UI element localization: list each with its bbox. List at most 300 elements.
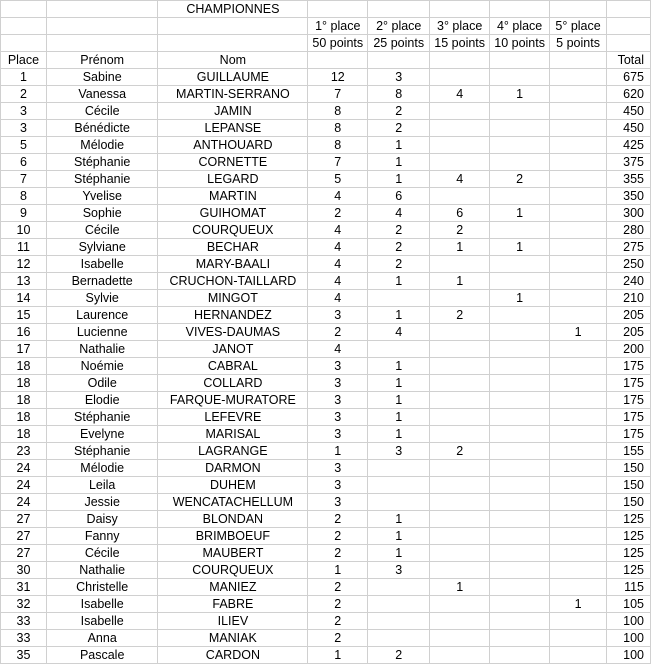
- cell-place1: 3: [308, 392, 368, 409]
- cell-place4: [490, 69, 550, 86]
- cell-place2: 3: [368, 69, 430, 86]
- cell-place4: [490, 188, 550, 205]
- table-row: [1, 528, 651, 545]
- cell-place2: 1: [368, 358, 430, 375]
- cell-place5: [550, 528, 607, 545]
- cell-place3: [430, 120, 490, 137]
- cell-place: 33: [1, 630, 47, 647]
- cell-place4: [490, 307, 550, 324]
- cell-place1: 3: [308, 494, 368, 511]
- cell-place: 11: [1, 239, 47, 256]
- cell-place1: 5: [308, 171, 368, 188]
- table-row: [1, 460, 651, 477]
- cell-place5: [550, 290, 607, 307]
- cell-place4: [490, 256, 550, 273]
- cell-total: 675: [607, 69, 651, 86]
- cell-total: 355: [607, 171, 651, 188]
- cell-place2: 1: [368, 171, 430, 188]
- cell-total: 280: [607, 222, 651, 239]
- cell-place3: 1: [430, 239, 490, 256]
- cell-nom: CARDON: [158, 647, 308, 664]
- cell-place1: 2: [308, 596, 368, 613]
- cell-place: 18: [1, 426, 47, 443]
- cell-total: 150: [607, 494, 651, 511]
- cell-place2: 1: [368, 375, 430, 392]
- table-row: [1, 137, 651, 154]
- cell-prenom: Isabelle: [46, 256, 158, 273]
- cell-nom: JANOT: [158, 341, 308, 358]
- cell-place5: [550, 103, 607, 120]
- cell-total: 375: [607, 154, 651, 171]
- cell-place3: [430, 426, 490, 443]
- cell-place1: 2: [308, 545, 368, 562]
- cell-total: 105: [607, 596, 651, 613]
- header-points-4: 10 points: [490, 35, 550, 52]
- cell-prenom: Stéphanie: [46, 409, 158, 426]
- cell-place3: [430, 154, 490, 171]
- cell-place3: [430, 188, 490, 205]
- cell-total: 425: [607, 137, 651, 154]
- cell-place5: [550, 613, 607, 630]
- cell-place4: [490, 528, 550, 545]
- cell-prenom: Mélodie: [46, 137, 158, 154]
- cell-place4: [490, 392, 550, 409]
- cell-nom: FABRE: [158, 596, 308, 613]
- header-points-2: 25 points: [368, 35, 430, 52]
- cell-place4: [490, 647, 550, 664]
- cell-place5: [550, 579, 607, 596]
- cell-total: 175: [607, 409, 651, 426]
- cell-place2: 1: [368, 511, 430, 528]
- cell-place1: 3: [308, 460, 368, 477]
- cell-place5: [550, 358, 607, 375]
- cell-place1: 8: [308, 120, 368, 137]
- cell-place2: 1: [368, 273, 430, 290]
- cell-total: 620: [607, 86, 651, 103]
- cell-nom: LAGRANGE: [158, 443, 308, 460]
- cell-place5: [550, 375, 607, 392]
- points-header-row: [1, 35, 651, 52]
- cell-place5: [550, 409, 607, 426]
- cell-place5: [550, 307, 607, 324]
- cell-prenom: Cécile: [46, 222, 158, 239]
- cell-place1: 4: [308, 239, 368, 256]
- cell-total: 175: [607, 426, 651, 443]
- cell-prenom: Laurence: [46, 307, 158, 324]
- cell-prenom: Nathalie: [46, 341, 158, 358]
- table-row: [1, 290, 651, 307]
- cell-place5: [550, 630, 607, 647]
- cell-place4: [490, 375, 550, 392]
- cell-total: 125: [607, 511, 651, 528]
- cell-place2: 2: [368, 647, 430, 664]
- cell-nom: LEPANSE: [158, 120, 308, 137]
- cell-place3: [430, 477, 490, 494]
- cell-nom: FARQUE-MURATORE: [158, 392, 308, 409]
- table-row: [1, 205, 651, 222]
- cell-place1: 3: [308, 358, 368, 375]
- cell-place2: 1: [368, 409, 430, 426]
- cell-nom: MARISAL: [158, 426, 308, 443]
- cell-place2: 1: [368, 307, 430, 324]
- table-row: [1, 103, 651, 120]
- header-place-3: 3° place: [430, 18, 490, 35]
- cell-nom: GUILLAUME: [158, 69, 308, 86]
- cell-place1: 3: [308, 426, 368, 443]
- cell-prenom: Vanessa: [46, 86, 158, 103]
- cell-place2: 1: [368, 528, 430, 545]
- cell-place3: 6: [430, 205, 490, 222]
- cell-place2: 8: [368, 86, 430, 103]
- cell-place: 10: [1, 222, 47, 239]
- table-row: [1, 494, 651, 511]
- cell-nom: BLONDAN: [158, 511, 308, 528]
- header-points-3: 15 points: [430, 35, 490, 52]
- cell-place4: [490, 579, 550, 596]
- cell-total: 100: [607, 647, 651, 664]
- table-row: [1, 307, 651, 324]
- header-prenom: Prénom: [46, 52, 158, 69]
- cell-prenom: Sophie: [46, 205, 158, 222]
- cell-nom: CORNETTE: [158, 154, 308, 171]
- place-header-row: [1, 18, 651, 35]
- header-place-5: 5° place: [550, 18, 607, 35]
- cell-place: 3: [1, 120, 47, 137]
- cell-place4: [490, 613, 550, 630]
- cell-place5: [550, 426, 607, 443]
- cell-place: 30: [1, 562, 47, 579]
- sheet-title: CHAMPIONNES: [158, 1, 308, 18]
- cell-prenom: Jessie: [46, 494, 158, 511]
- cell-place2: 1: [368, 137, 430, 154]
- cell-prenom: Nathalie: [46, 562, 158, 579]
- cell-total: 350: [607, 188, 651, 205]
- cell-total: 275: [607, 239, 651, 256]
- header-place: Place: [1, 52, 47, 69]
- cell-place: 5: [1, 137, 47, 154]
- header-points-5: 5 points: [550, 35, 607, 52]
- cell-place4: 1: [490, 290, 550, 307]
- table-row: [1, 392, 651, 409]
- cell-place1: 4: [308, 273, 368, 290]
- table-row: [1, 596, 651, 613]
- cell-place1: 3: [308, 477, 368, 494]
- cell-place: 16: [1, 324, 47, 341]
- cell-nom: BECHAR: [158, 239, 308, 256]
- cell-total: 200: [607, 341, 651, 358]
- cell-place4: [490, 477, 550, 494]
- cell-nom: MARTIN-SERRANO: [158, 86, 308, 103]
- cell-prenom: Fanny: [46, 528, 158, 545]
- table-row: [1, 86, 651, 103]
- cell-place5: [550, 188, 607, 205]
- cell-place1: 2: [308, 579, 368, 596]
- table-row: [1, 630, 651, 647]
- cell-place3: [430, 460, 490, 477]
- cell-prenom: Lucienne: [46, 324, 158, 341]
- cell-place5: [550, 273, 607, 290]
- cell-place1: 3: [308, 409, 368, 426]
- cell-prenom: Cécile: [46, 103, 158, 120]
- cell-nom: WENCATACHELLUM: [158, 494, 308, 511]
- cell-total: 125: [607, 545, 651, 562]
- cell-place2: [368, 477, 430, 494]
- table-row: [1, 511, 651, 528]
- cell-place3: [430, 562, 490, 579]
- cell-prenom: Sylviane: [46, 239, 158, 256]
- cell-total: 175: [607, 358, 651, 375]
- cell-place1: 1: [308, 443, 368, 460]
- cell-prenom: Noémie: [46, 358, 158, 375]
- cell-place2: [368, 596, 430, 613]
- cell-place2: [368, 494, 430, 511]
- table-row: [1, 426, 651, 443]
- cell-place2: 2: [368, 256, 430, 273]
- cell-place2: 2: [368, 239, 430, 256]
- cell-place2: [368, 613, 430, 630]
- cell-place4: 1: [490, 239, 550, 256]
- cell-total: 205: [607, 307, 651, 324]
- table-row: [1, 239, 651, 256]
- cell-place: 32: [1, 596, 47, 613]
- cell-place5: [550, 443, 607, 460]
- cell-place5: [550, 239, 607, 256]
- cell-place2: 3: [368, 443, 430, 460]
- cell-nom: MARY-BAALI: [158, 256, 308, 273]
- cell-total: 205: [607, 324, 651, 341]
- cell-place: 31: [1, 579, 47, 596]
- cell-place: 14: [1, 290, 47, 307]
- cell-prenom: Bernadette: [46, 273, 158, 290]
- table-row: [1, 358, 651, 375]
- cell-place3: 2: [430, 222, 490, 239]
- cell-place3: [430, 596, 490, 613]
- cell-place4: [490, 443, 550, 460]
- cell-place: 27: [1, 511, 47, 528]
- cell-total: 450: [607, 103, 651, 120]
- cell-place1: 4: [308, 256, 368, 273]
- table-row: [1, 409, 651, 426]
- cell-place: 8: [1, 188, 47, 205]
- cell-place3: [430, 392, 490, 409]
- cell-nom: DARMON: [158, 460, 308, 477]
- cell-nom: CRUCHON-TAILLARD: [158, 273, 308, 290]
- cell-place4: [490, 222, 550, 239]
- table-row: [1, 443, 651, 460]
- cell-place3: 2: [430, 443, 490, 460]
- cell-total: 100: [607, 613, 651, 630]
- cell-place3: [430, 409, 490, 426]
- cell-place4: [490, 630, 550, 647]
- cell-place1: 2: [308, 630, 368, 647]
- cell-place3: [430, 528, 490, 545]
- cell-place5: 1: [550, 596, 607, 613]
- cell-place2: 4: [368, 324, 430, 341]
- cell-place1: 3: [308, 375, 368, 392]
- cell-total: 240: [607, 273, 651, 290]
- cell-place3: [430, 358, 490, 375]
- cell-place: 27: [1, 528, 47, 545]
- cell-place1: 2: [308, 511, 368, 528]
- cell-place: 18: [1, 375, 47, 392]
- cell-place5: [550, 341, 607, 358]
- cell-place5: [550, 392, 607, 409]
- cell-place3: [430, 324, 490, 341]
- cell-place4: [490, 103, 550, 120]
- cell-place: 18: [1, 409, 47, 426]
- cell-place3: [430, 341, 490, 358]
- table-row: [1, 154, 651, 171]
- cell-place: 2: [1, 86, 47, 103]
- cell-place4: [490, 324, 550, 341]
- cell-nom: COURQUEUX: [158, 222, 308, 239]
- cell-total: 155: [607, 443, 651, 460]
- cell-place2: [368, 290, 430, 307]
- cell-place3: [430, 103, 490, 120]
- cell-place: 17: [1, 341, 47, 358]
- cell-nom: MANIEZ: [158, 579, 308, 596]
- cell-nom: BRIMBOEUF: [158, 528, 308, 545]
- cell-place5: [550, 120, 607, 137]
- cell-nom: MARTIN: [158, 188, 308, 205]
- cell-place5: [550, 205, 607, 222]
- title-row: [1, 1, 651, 18]
- cell-place4: 2: [490, 171, 550, 188]
- cell-place2: 1: [368, 392, 430, 409]
- cell-place3: 1: [430, 579, 490, 596]
- cell-total: 100: [607, 630, 651, 647]
- cell-place4: [490, 511, 550, 528]
- cell-place4: [490, 341, 550, 358]
- cell-place1: 4: [308, 341, 368, 358]
- cell-place: 6: [1, 154, 47, 171]
- cell-place1: 7: [308, 154, 368, 171]
- cell-place1: 3: [308, 307, 368, 324]
- table-row: [1, 188, 651, 205]
- cell-place1: 8: [308, 103, 368, 120]
- cell-place1: 2: [308, 205, 368, 222]
- cell-nom: COURQUEUX: [158, 562, 308, 579]
- cell-place1: 2: [308, 528, 368, 545]
- cell-place3: [430, 647, 490, 664]
- cell-prenom: Elodie: [46, 392, 158, 409]
- cell-nom: VIVES-DAUMAS: [158, 324, 308, 341]
- table-row: [1, 273, 651, 290]
- header-total: Total: [607, 52, 651, 69]
- table-row: [1, 562, 651, 579]
- cell-nom: CABRAL: [158, 358, 308, 375]
- cell-place5: [550, 562, 607, 579]
- cell-prenom: Pascale: [46, 647, 158, 664]
- cell-place5: [550, 256, 607, 273]
- cell-place3: 4: [430, 86, 490, 103]
- cell-place2: 6: [368, 188, 430, 205]
- cell-nom: MANIAK: [158, 630, 308, 647]
- cell-place5: [550, 647, 607, 664]
- cell-place5: [550, 477, 607, 494]
- table-row: [1, 324, 651, 341]
- table-row: [1, 579, 651, 596]
- cell-total: 210: [607, 290, 651, 307]
- cell-place4: [490, 545, 550, 562]
- cell-place5: 1: [550, 324, 607, 341]
- cell-place3: [430, 290, 490, 307]
- cell-place1: 4: [308, 188, 368, 205]
- cell-place: 15: [1, 307, 47, 324]
- cell-place4: [490, 494, 550, 511]
- cell-prenom: Odile: [46, 375, 158, 392]
- cell-prenom: Bénédicte: [46, 120, 158, 137]
- table-row: [1, 69, 651, 86]
- cell-prenom: Mélodie: [46, 460, 158, 477]
- cell-place5: [550, 171, 607, 188]
- cell-place4: [490, 596, 550, 613]
- cell-place2: 2: [368, 120, 430, 137]
- cell-place5: [550, 137, 607, 154]
- cell-place: 1: [1, 69, 47, 86]
- table-row: [1, 120, 651, 137]
- cell-prenom: Stéphanie: [46, 171, 158, 188]
- cell-place: 23: [1, 443, 47, 460]
- cell-total: 150: [607, 460, 651, 477]
- cell-total: 150: [607, 477, 651, 494]
- cell-place4: [490, 409, 550, 426]
- cell-place5: [550, 69, 607, 86]
- cell-place2: 2: [368, 222, 430, 239]
- cell-prenom: Cécile: [46, 545, 158, 562]
- cell-place3: [430, 494, 490, 511]
- cell-place1: 2: [308, 613, 368, 630]
- cell-nom: MINGOT: [158, 290, 308, 307]
- header-place-4: 4° place: [490, 18, 550, 35]
- cell-place: 35: [1, 647, 47, 664]
- cell-total: 300: [607, 205, 651, 222]
- cell-total: 250: [607, 256, 651, 273]
- cell-place3: [430, 613, 490, 630]
- cell-place1: 1: [308, 647, 368, 664]
- cell-place3: [430, 545, 490, 562]
- cell-place4: 1: [490, 86, 550, 103]
- cell-place3: [430, 256, 490, 273]
- cell-place: 18: [1, 358, 47, 375]
- cell-place4: [490, 154, 550, 171]
- cell-prenom: Christelle: [46, 579, 158, 596]
- cell-place2: 3: [368, 562, 430, 579]
- cell-nom: GUIHOMAT: [158, 205, 308, 222]
- cell-place4: [490, 120, 550, 137]
- cell-prenom: Anna: [46, 630, 158, 647]
- cell-place3: 1: [430, 273, 490, 290]
- cell-place: 12: [1, 256, 47, 273]
- cell-place: 33: [1, 613, 47, 630]
- table-row: [1, 171, 651, 188]
- cell-place2: [368, 341, 430, 358]
- cell-total: 125: [607, 528, 651, 545]
- header-nom: Nom: [158, 52, 308, 69]
- cell-place5: [550, 154, 607, 171]
- cell-place3: [430, 69, 490, 86]
- cell-place2: [368, 630, 430, 647]
- table-row: [1, 222, 651, 239]
- cell-place: 24: [1, 494, 47, 511]
- cell-nom: DUHEM: [158, 477, 308, 494]
- cell-place1: 2: [308, 324, 368, 341]
- cell-place2: 4: [368, 205, 430, 222]
- cell-place1: 8: [308, 137, 368, 154]
- cell-prenom: Isabelle: [46, 613, 158, 630]
- table-row: [1, 256, 651, 273]
- cell-place3: [430, 137, 490, 154]
